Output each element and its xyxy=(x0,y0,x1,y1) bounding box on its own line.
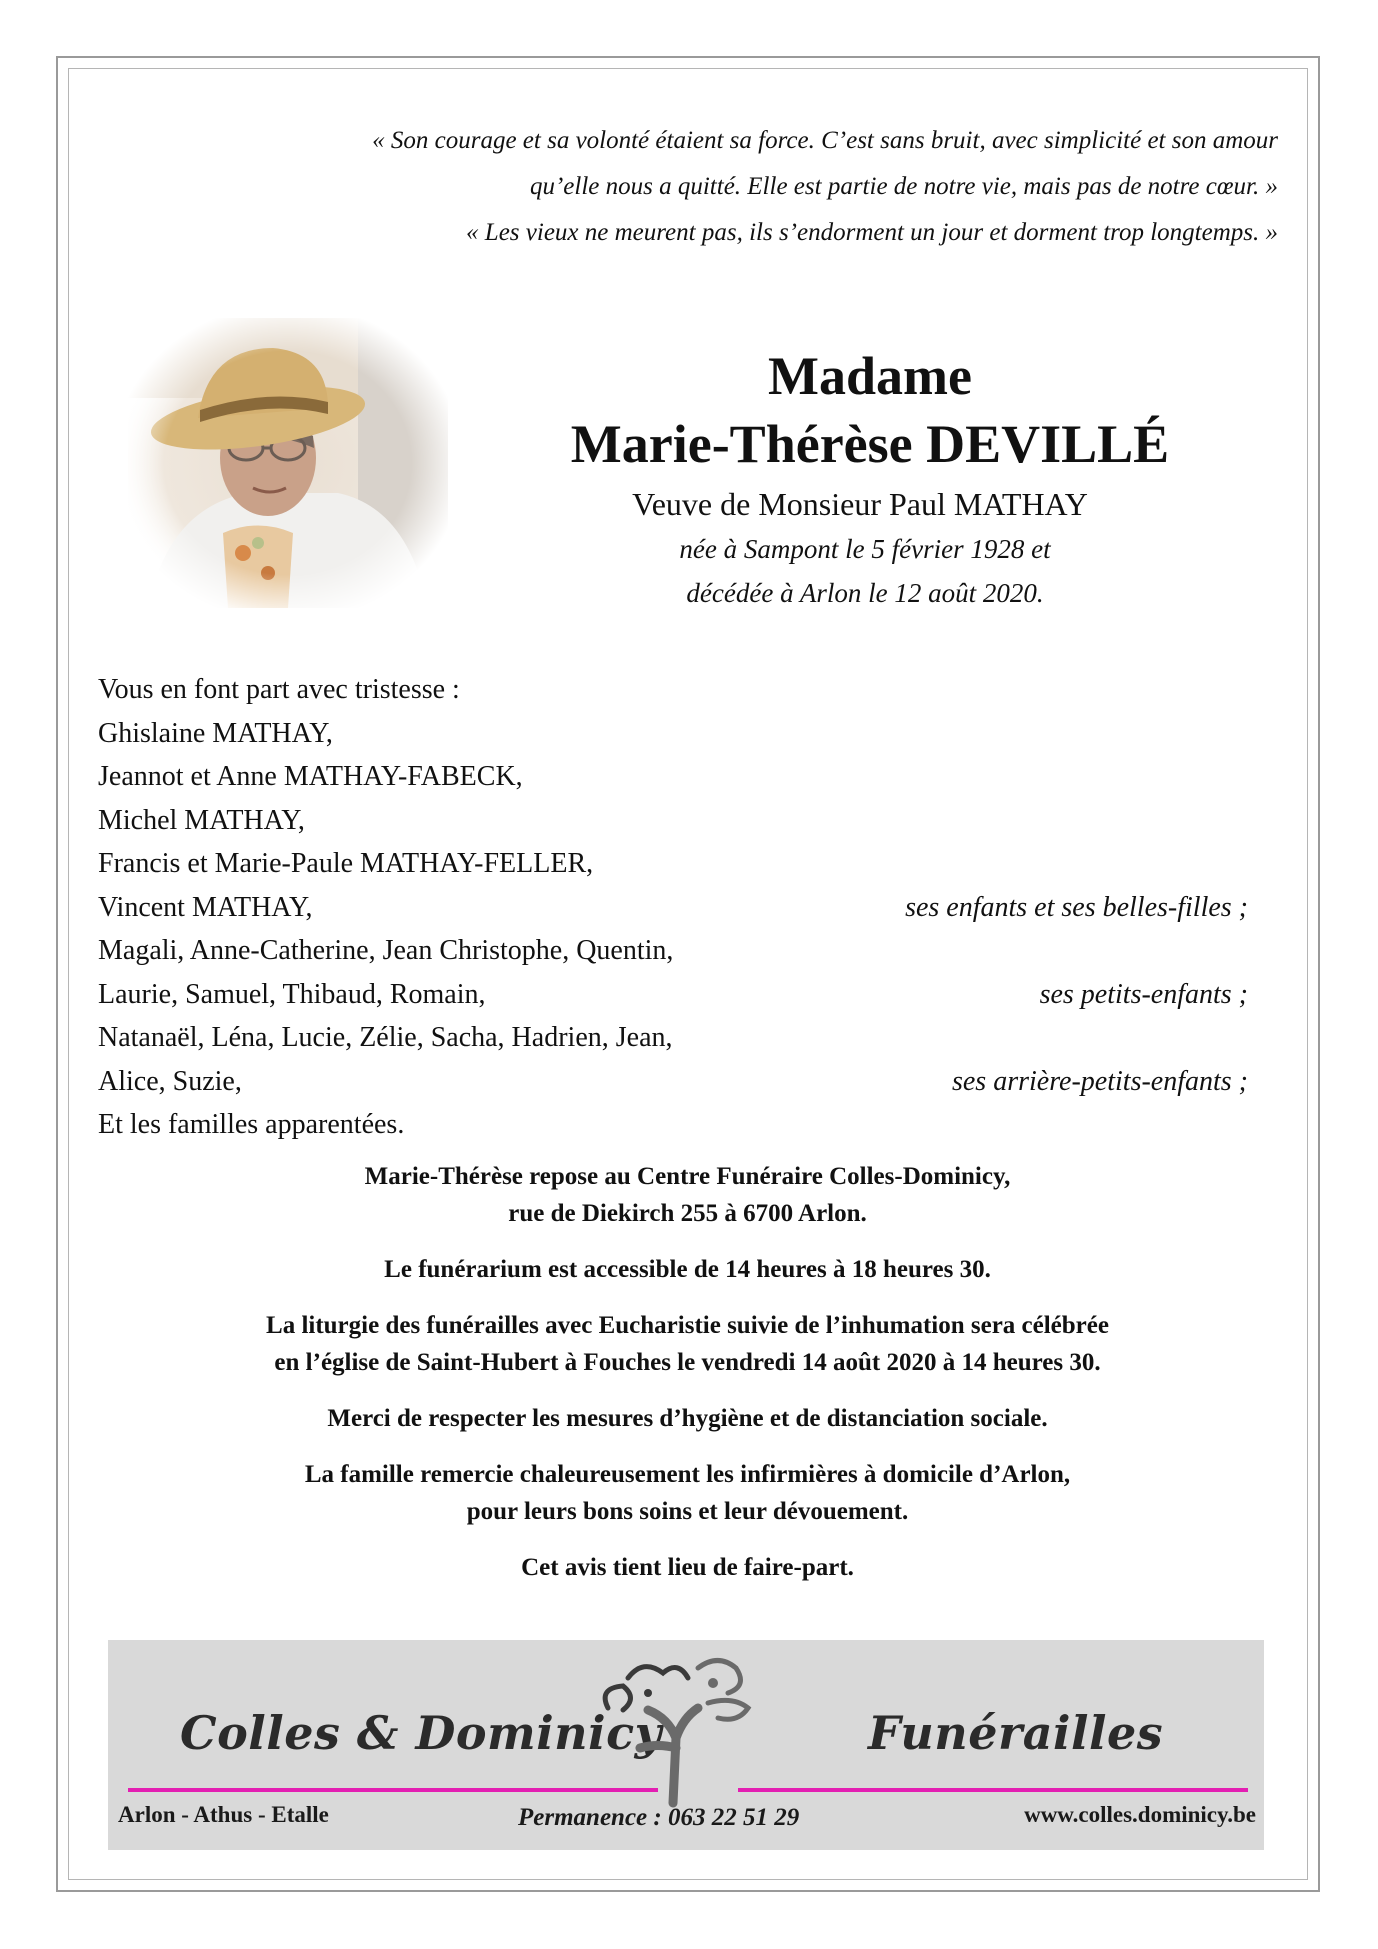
hygiene-notice: Merci de respecter les mesures d’hygiène et de distanciation sociale. xyxy=(327,1405,1048,1432)
family-row: Michel MATHAY, xyxy=(98,804,305,836)
liturgy-info: La liturgie des funérailles avec Eucharistie suivie de l’inhumation sera célébrée en l’église de Saint-Hubert à Fouches le vendredi 14 août 2020 à 14 heures 30. xyxy=(266,1312,1109,1376)
family-row: Francis et Marie-Paule MATHAY-FELLER, xyxy=(98,848,594,879)
honorific: Madame xyxy=(768,346,972,406)
permanence-phone: Permanence : 063 22 51 29 xyxy=(518,1804,800,1831)
birth-line: née à Sampont le 5 février 1928 et xyxy=(679,534,1051,564)
brand-tagline: Funérailles xyxy=(868,1706,1164,1760)
accent-divider-left xyxy=(128,1788,658,1792)
family-announcement xyxy=(98,668,1248,1147)
portrait-illustration xyxy=(128,318,448,608)
family-row: Ghislaine MATHAY, xyxy=(98,717,333,749)
tree-icon xyxy=(588,1648,768,1808)
website-link[interactable]: www.colles.dominicy.be xyxy=(1024,1802,1256,1827)
repose-info: Marie-Thérèse repose au Centre Funéraire Colles-Dominicy, rue de Diekirch 255 à 6700 Arlon. xyxy=(364,1163,1011,1227)
relation-label: ses enfants et ses belles-filles ; xyxy=(905,891,1248,923)
quote-line: qu’elle nous a quitté. Elle est partie de notre vie, mais pas de notre cœur. » xyxy=(529,173,1278,200)
access-hours: Le funérarium est accessible de 14 heures à 18 heures 30. xyxy=(384,1256,991,1283)
brand-name: Colles & Dominicy xyxy=(180,1706,662,1760)
relation-label: ses arrière-petits-enfants ; xyxy=(951,1065,1248,1097)
family-row: Et les familles apparentées. xyxy=(98,1109,405,1140)
family-row: Magali, Anne-Catherine, Jean Christophe, Quentin, xyxy=(98,935,674,966)
relation-label: ses petits-enfants ; xyxy=(1039,978,1248,1010)
notice-line: Cet avis tient lieu de faire-part. xyxy=(521,1554,854,1581)
accent-divider-right xyxy=(738,1788,1248,1792)
thanks-note: La famille remercie chaleureusement les infirmières à domicile d’Arlon, pour leurs bons soins et leur dévouement. xyxy=(304,1461,1071,1525)
epitaph-quotes xyxy=(128,118,1278,256)
locations: Arlon - Athus - Etalle xyxy=(118,1802,329,1827)
portrait-photo xyxy=(128,318,448,608)
family-row: Vincent MATHAY, ses enfants et ses belles-filles ; xyxy=(98,886,1248,930)
quote-line: « Son courage et sa volonté étaient sa force. C’est sans bruit, avec simplicité et son amour xyxy=(372,127,1278,154)
funeral-home-banner xyxy=(108,1640,1264,1850)
deceased-header xyxy=(520,345,1220,615)
widow-of: Veuve de Monsieur Paul MATHAY xyxy=(632,486,1088,522)
death-line: décédée à Arlon le 12 août 2020. xyxy=(686,578,1044,608)
deceased-name: Marie-Thérèse DEVILLÉ xyxy=(570,414,1170,474)
family-row: Jeannot et Anne MATHAY-FABECK, xyxy=(98,761,523,792)
funeral-info xyxy=(120,1158,1255,1605)
family-intro: Vous en font part avec tristesse : xyxy=(98,674,460,705)
family-row: Laurie, Samuel, Thibaud, Romain, ses petits-enfants ; xyxy=(98,973,1248,1017)
family-row: Alice, Suzie, ses arrière-petits-enfants ; xyxy=(98,1060,1248,1104)
family-row: Natanaël, Léna, Lucie, Zélie, Sacha, Hadrien, Jean, xyxy=(98,1022,673,1053)
quote-line: « Les vieux ne meurent pas, ils s’endorment un jour et dorment trop longtemps. » xyxy=(466,219,1278,246)
